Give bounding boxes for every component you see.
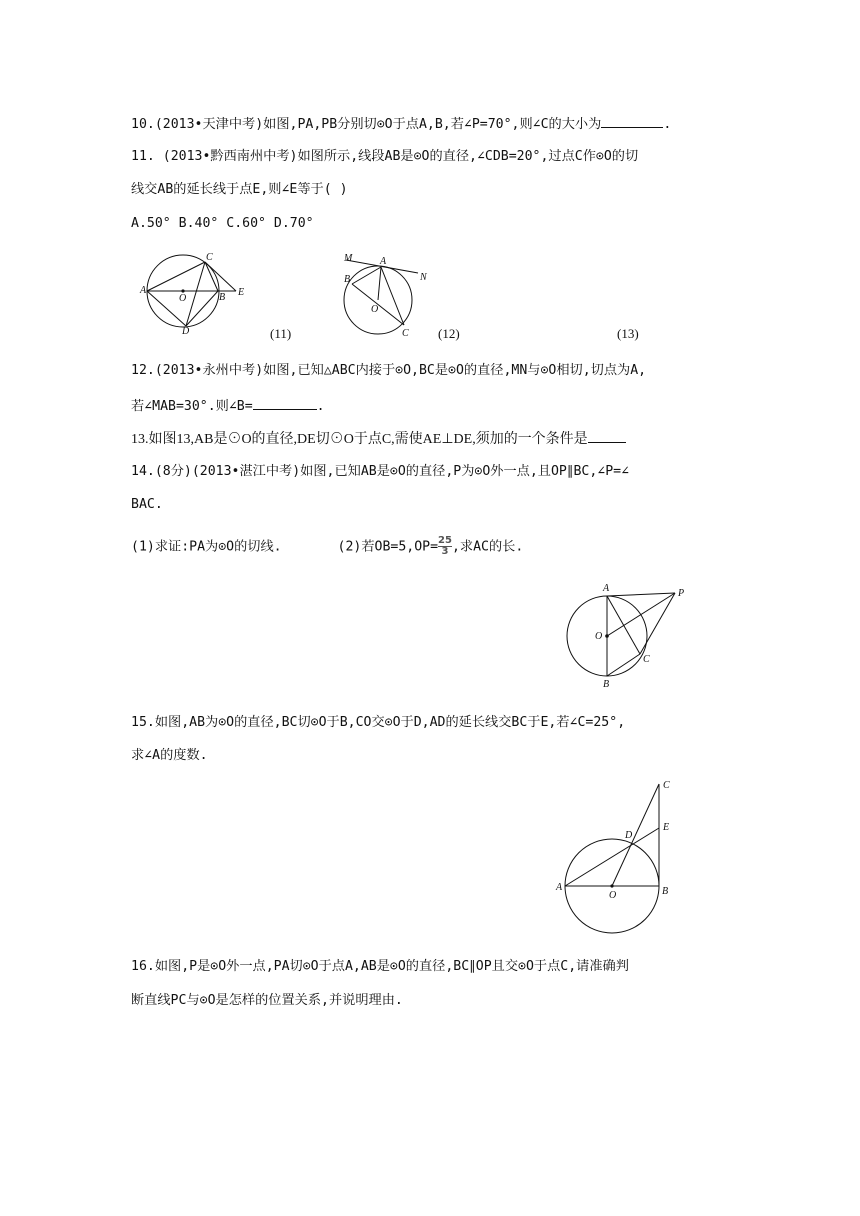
- fraction-25-over-3: [438, 536, 452, 557]
- fig12-label-C: C: [402, 328, 409, 339]
- question-13: [131, 428, 626, 450]
- question-12-line2: [131, 395, 325, 417]
- fig14-label-B: B: [603, 679, 610, 690]
- question-15-line1: 15.如图,AB为⊙O的直径,BC切⊙O于B,CO交⊙O于D,AD的延长线交BC于E,若∠C=25°,: [131, 715, 626, 730]
- fig14-label-C: C: [643, 654, 650, 665]
- question-14-parts: [131, 536, 523, 558]
- figure-15: [552, 776, 682, 936]
- answer-blank: [588, 428, 626, 443]
- fig11-label-D: D: [182, 326, 190, 336]
- question-13-text: 13.如图13,AB是⊙O的直径,DE切⊙O于点C,需使AE⊥DE,须加的一个条件是: [131, 432, 588, 447]
- fig11-label-B: B: [219, 292, 226, 303]
- figure-11: [138, 250, 248, 336]
- figure-14: [560, 580, 700, 690]
- fraction-numerator: 25: [438, 535, 452, 546]
- question-11-line2: 线交AB的延长线于点E,则∠E等于( ): [131, 182, 348, 197]
- fig11-label-C: C: [206, 252, 213, 263]
- fig15-label-E: E: [663, 822, 670, 833]
- question-10-end: .: [663, 117, 672, 132]
- question-16-line1: 16.如图,P是⊙O外一点,PA切⊙O于点A,AB是⊙O的直径,BC∥OP且交⊙O于点C,请准确判: [131, 959, 629, 974]
- caption-13: (13): [617, 326, 639, 341]
- question-14-line1: 14.(8分)(2013•湛江中考)如图,已知AB是⊙O的直径,P为⊙O外一点,且OP∥BC,∠P=∠: [131, 464, 630, 479]
- fig15-label-A: A: [556, 882, 563, 893]
- question-14-part1: (1)求证:PA为⊙O的切线.: [131, 539, 282, 555]
- answer-blank: [601, 113, 663, 128]
- fig14-label-A: A: [603, 583, 610, 594]
- figure-12: [340, 254, 440, 340]
- question-12-text: 若∠MAB=30°.则∠B=: [131, 399, 253, 414]
- fig11-label-A: A: [140, 285, 147, 296]
- fig11-label-O: O: [179, 293, 187, 304]
- question-14-line2: BAC.: [131, 497, 163, 512]
- fig15-label-O: O: [609, 890, 617, 901]
- fig15-label-C: C: [663, 780, 670, 791]
- question-11-options: A.50° B.40° C.60° D.70°: [131, 216, 314, 231]
- question-14-part2-pre: (2)若OB=5,OP=: [337, 539, 439, 555]
- fig15-label-B: B: [662, 886, 669, 897]
- fig14-label-O: O: [595, 631, 603, 642]
- fig12-label-A: A: [380, 256, 387, 267]
- fig12-label-B: B: [344, 274, 351, 285]
- fig12-label-M: M: [344, 254, 353, 264]
- fig12-label-O: O: [371, 304, 379, 315]
- question-12-end: .: [316, 399, 325, 414]
- question-12-line1: 12.(2013•永州中考)如图,已知△ABC内接于⊙O,BC是⊙O的直径,MN与⊙O相切,切点为A,: [131, 363, 647, 378]
- fig12-label-N: N: [420, 272, 427, 283]
- fig14-label-P: P: [678, 588, 685, 599]
- question-10-text: 10.(2013•天津中考)如图,PA,PB分别切⊙O于点A,B,若∠P=70°,则∠C的大小为: [131, 117, 602, 132]
- answer-blank: [253, 395, 317, 410]
- caption-12: (12): [438, 326, 460, 341]
- caption-11: (11): [270, 326, 292, 341]
- question-14-part2-post: ,求AC的长.: [451, 539, 524, 555]
- question-16-line2: 断直线PC与⊙O是怎样的位置关系,并说明理由.: [131, 993, 403, 1008]
- question-15-line2: 求∠A的度数.: [131, 748, 208, 763]
- question-10: [131, 113, 671, 135]
- question-11-line1: 11. (2013•黔西南州中考)如图所示,线段AB是⊙O的直径,∠CDB=20°,过点C作⊙O的切: [131, 149, 639, 164]
- fraction-denominator: 3: [438, 546, 452, 557]
- fig11-label-E: E: [238, 287, 245, 298]
- fig15-label-D: D: [625, 830, 633, 841]
